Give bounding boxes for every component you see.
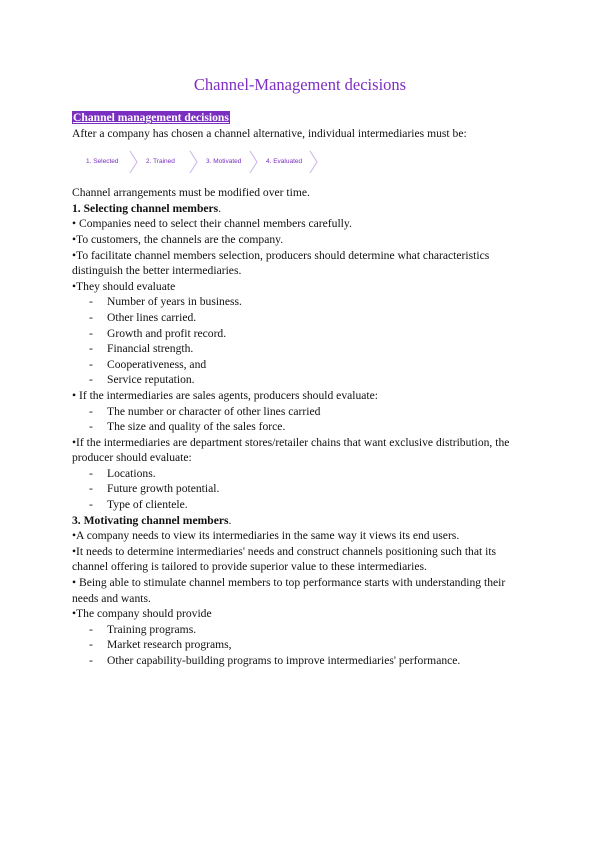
list-item: - The number or character of other lines carried <box>89 404 321 418</box>
paragraph: •If the intermediaries are department stores/retailer chains that want exclusive distribution, the producer should evaluate: <box>72 435 510 465</box>
list-item: - The size and quality of the sales force. <box>89 420 286 434</box>
heading-selecting: 1. Selecting channel members. <box>72 201 222 215</box>
page-title: Channel-Management decisions <box>193 75 407 94</box>
list-item: - Service reputation. <box>89 373 195 387</box>
flow-step-trained: 2. Trained <box>140 150 198 174</box>
chevron-right-icon <box>248 150 258 174</box>
modified-text: Channel arrangements must be modified over time. <box>72 186 310 200</box>
list-item: - Training programs. <box>89 622 197 636</box>
process-flow <box>80 149 530 175</box>
chevron-right-icon <box>308 150 318 174</box>
list-item: - Growth and profit record. <box>89 326 227 340</box>
flow-step-evaluated: 4. Evaluated <box>260 150 318 174</box>
list-item: - Other lines carried. <box>89 310 197 324</box>
paragraph: •The company should provide <box>72 607 212 621</box>
section-heading: Channel management decisions <box>73 111 229 124</box>
paragraph: •A company needs to view its intermediaries in the same way it views its end users. <box>72 529 460 543</box>
paragraph: •They should evaluate <box>72 279 176 293</box>
list-item: - Future growth potential. <box>89 482 220 496</box>
flow-step-selected: 1. Selected <box>80 150 138 174</box>
flow-step-motivated: 3. Motivated <box>200 150 258 174</box>
heading-motivating: 3. Motivating channel members. <box>72 513 232 527</box>
paragraph: • If the intermediaries are sales agents, producers should evaluate: <box>72 388 379 402</box>
list-item: - Other capability-building programs to improve intermediaries' performance. <box>89 654 461 667</box>
paragraph: •To facilitate channel members selection, producers should determine what characteristics distinguish the better intermediaries. <box>72 248 490 278</box>
paragraph: •It needs to determine intermediaries' needs and construct channels positioning such that its channel offering is tailored to provide superior value to these intermediaries. <box>72 544 497 574</box>
chevron-right-icon <box>128 150 138 174</box>
list-item: - Number of years in business. <box>89 295 242 309</box>
paragraph: •To customers, the channels are the company. <box>72 232 284 246</box>
paragraph: • Companies need to select their channel members carefully. <box>72 217 352 231</box>
chevron-right-icon <box>188 150 198 174</box>
document-body <box>72 110 530 669</box>
intro-text: After a company has chosen a channel alternative, individual intermediaries must be: <box>72 126 467 140</box>
list-item: - Cooperativeness, and <box>89 357 207 371</box>
list-item: - Market research programs, <box>89 638 232 652</box>
list-item: - Financial strength. <box>89 342 194 356</box>
list-item: - Type of clientele. <box>89 498 188 512</box>
list-item: - Locations. <box>89 466 156 480</box>
paragraph: • Being able to stimulate channel members to top performance starts with understanding their needs and wants. <box>72 576 506 605</box>
